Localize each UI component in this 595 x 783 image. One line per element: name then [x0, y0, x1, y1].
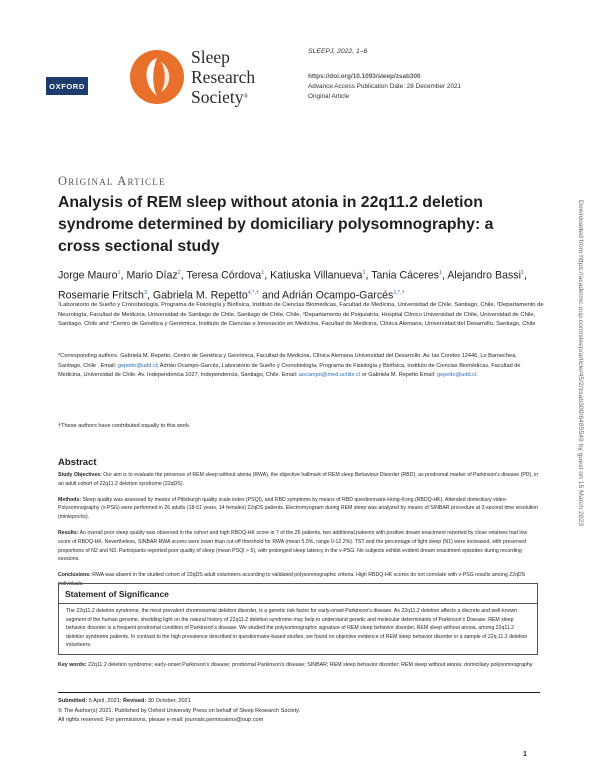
- advance-access-date: Advance Access Publication Date: 28 December 2021: [308, 83, 462, 90]
- author-name: Tania Cáceres: [371, 269, 439, 282]
- footer-divider: [58, 692, 540, 693]
- email-link[interactable]: aocampo@med.uchile.cl: [298, 372, 361, 378]
- article-title: Analysis of REM sleep without atonia in 22q11.2 deletion syndrome determined by domiciliary polysomnography: a cross sectional study: [58, 194, 494, 255]
- section-label: Original Article: [58, 174, 166, 188]
- statement-of-significance-box: [58, 583, 538, 655]
- oxford-logo: OXFORD: [46, 77, 88, 95]
- author-affiliation-marker[interactable]: 3: [143, 289, 148, 296]
- methods-text: Sleep quality was assessed by means of Pittsburgh quality scale index (PSQI), and RBD symptoms by means of RBD questionnaire-Hong-Kong (RBDQ-HK). Attended domiciliary video-Polysomnography (v-PSG) were performed in 26 adults (18-51 years, 14 females) 22qDS patients. Electromyogram during REM sleep was analyzed by means of SINBAR procedure at 3-second time resolution (miniepochs).: [58, 496, 539, 521]
- affiliations: ¹Laboratorio de Sueño y Cronobiología, Programa de Fisiología y Biofísica, Instituto de Ciencias Biomédicas, Facultad de Medicina, Universidad de Chile, Santiago, Chile, ²Departamento de Neurología, Facultad de Medicina, Universidad de Santiago de Chile, Santiago de Chile, Chile, ³Departamento de Psiquiatría, Hospital Clínico Universidad de Chile, Universidad de Chile, Santiago, Chile and ⁴Centro de Genética y Genómica, Instituto de Ciencias e Innovación en Medicina, Facultad de Medicina, Clínica Alemana, Universidad del Desarrollo, Santiago, Chile: [58, 302, 544, 327]
- objectives-text: Our aim is to evaluate the presence of REM sleep without atonia (RWA), the objective hallmark of REM sleep Behaviour Disorder (RBD), as prodromal marker of Parkinson's disease (PD), in an adult cohort of 22q11.2 deletion syndrome (22qDS).: [58, 472, 539, 487]
- results-text: An overall poor sleep quality was observed in the cohort and high RBDQ-HK score in 7 of the 26 patients, two additional patients with positive dream enactment reported by close relatives had low score of RBDQ-HK. Nevertheless, SINBAR RWA scores were lower than cut-off threshold for RWA (mean 5.5%, range 0-12.2%). TST and the percentage of light sleep (N1) were increased, with preserved proportions of N2 and N3. Participants reported poor quality of sleep (mean PSQI > 5), with prolonged sleep latency in the v-PSG. No subjects exhibit evident dream enactment episodes during recording sessions.: [58, 529, 528, 563]
- abstract-results: [58, 529, 540, 564]
- revised-label: Revised:: [122, 698, 147, 704]
- keywords-text: 22q11.2 deletion syndrome; early-onset Parkinson's disease; prodromal Parkinson's disease; SINBAR; REM sleep behavior disorder; REM sleep without atonia; domiciliary polysomnography: [86, 662, 533, 668]
- correspondence-text-4: .: [476, 372, 478, 378]
- author-affiliation-marker[interactable]: 1: [117, 270, 121, 276]
- significance-text: The 22q11.2 deletion syndrome, the most prevalent chromosomal deletion disorder, is a genetic risk factor for early-onset Parkinson's disease. As 22q11.2 deletion affects a discrete and well-known segment of the human genome, shedding light on the natural history of 22q11.2 deletion syndrome may help to understand genetic and molecular determinants of Parkinson's Disease. REM sleep behavior disorder is a frequent prodromal condition of Parkinson's disease. We studied the polysomnographic signature of REM sleep behavior disorder, REM sleep without atonia, among 22q11.2 deletion syndrome patients. In contrast to the high prevalence described in questionnaire-based studies, we found no objective evidence of REM sleep behavior disorder in a sample of 22q.11.2 deletion volunteers.: [66, 608, 528, 649]
- abstract-section: [58, 457, 540, 596]
- equal-contribution-note: †These authors have contributed equally to this work.: [58, 423, 191, 429]
- author-separator: ,: [264, 269, 271, 282]
- society-name: [191, 47, 255, 107]
- doi-link[interactable]: https://doi.org/10.1093/sleep/zsab300: [308, 73, 421, 80]
- submission-dates: [58, 697, 540, 707]
- submitted-label: Submitted:: [58, 698, 88, 704]
- sleep-research-society-logo: [128, 48, 188, 106]
- abstract-heading: Abstract: [58, 457, 97, 468]
- correspondence: [58, 352, 528, 381]
- conclusions-label: Conclusions:: [58, 572, 91, 579]
- author-affiliation-marker[interactable]: 1: [438, 270, 442, 276]
- society-name-line2: Research: [191, 67, 256, 87]
- author-affiliation-marker[interactable]: 1: [520, 270, 524, 276]
- methods-label: Methods:: [58, 496, 82, 503]
- page-number: 1: [523, 751, 527, 758]
- trademark-symbol: ®: [243, 94, 249, 100]
- keywords: [58, 661, 540, 670]
- email-link[interactable]: gepetto@udd.cl: [117, 362, 157, 369]
- author-name: Teresa Córdova: [186, 269, 262, 282]
- correspondence-text-3: or Gabriela M. Repetto Email:: [360, 372, 437, 378]
- objectives-label: Study Objectives:: [58, 472, 102, 478]
- author-affiliation-marker[interactable]: 1: [261, 270, 265, 276]
- correspondence-text-1: *Corresponding authors. Gabriela M. Repetto, Centro de Genética y Genómica, Facultad de Medicina, Clínica Alemana Universidad del Desarrollo. Av. las Condes 12446, Lo Barnechea, Santiago, Chile . Email:: [58, 353, 517, 369]
- abstract-methods: [58, 496, 540, 522]
- conclusions-text: RWA was absent in the studied cohort of 22qDS adult volunteers according to validated polysomnographic criteria. High RBDQ-HK scores do not correlate with v-PSG results among 22qDS individuals.: [58, 572, 526, 587]
- author-name: Katiuska Villanueva: [270, 269, 363, 282]
- author-name: Adrián Ocampo-Garcés: [282, 289, 394, 302]
- author-affiliation-marker[interactable]: 1,*,†: [393, 289, 405, 296]
- author-separator: ,: [442, 269, 448, 282]
- journal-meta: [308, 47, 461, 102]
- author-name: Rosemarie Fritsch: [58, 289, 144, 302]
- article-type: Original Article: [308, 93, 350, 100]
- email-link[interactable]: gepetto@udd.cl: [436, 372, 477, 378]
- author-separator: ,: [147, 289, 153, 302]
- author-name: Jorge Mauro: [58, 269, 118, 282]
- society-name-line3: [191, 87, 255, 107]
- submitted-date: 5 April, 2021;: [87, 698, 123, 704]
- rights-notice: All rights reserved. For permissions, please e-mail: journals.permissions@oup.com: [58, 717, 264, 723]
- author-name: Gabriela M. Repetto: [152, 289, 248, 302]
- author-separator: ,: [120, 269, 127, 282]
- results-label: Results:: [58, 529, 79, 536]
- society-name-line1: Sleep: [191, 47, 230, 67]
- copyright: © The Author(s) 2021. Published by Oxford University Press on behalf of Sleep Research Society.: [58, 707, 301, 714]
- keywords-label: Key words:: [58, 662, 87, 668]
- footer: [58, 697, 540, 726]
- author-name: Mario Díaz: [126, 269, 178, 282]
- author-affiliation-marker[interactable]: 2: [177, 270, 181, 276]
- journal-citation: SLEEPJ, 2022, 1–6: [308, 48, 368, 55]
- author-affiliation-marker[interactable]: 4,*,†: [247, 289, 260, 296]
- author-separator: ,: [180, 269, 187, 282]
- author-separator: ,: [365, 269, 372, 282]
- author-name: Alejandro Bassi: [447, 269, 521, 282]
- abstract-objectives: [58, 471, 540, 489]
- revised-date: 30 October, 2021: [146, 698, 191, 704]
- correspondence-text-2: ; Adrián Ocampo-Garcés, Laboratorio de Sueño y Cronobiología, Programa de Fisiología y Biofísica, Instituto de Ciencias Biomédicas, Facultad de Medicina, Universidad de Chile. Av. Independencia 1027, Independencia, Santiago, Chile. Email:: [58, 362, 521, 378]
- significance-divider: [59, 603, 537, 604]
- download-watermark-text: Downloaded from https://academic.oup.com/sleep/article/45/2/zsab300/6485549 by guest on 15 March 2023: [577, 200, 584, 527]
- author-list: [58, 265, 548, 304]
- significance-heading: Statement of Significance: [65, 589, 169, 599]
- author-affiliation-marker[interactable]: 1: [362, 270, 366, 276]
- author-joiner: and: [259, 289, 283, 302]
- society-name-line3-text: Society: [191, 87, 244, 107]
- download-watermark: [572, 200, 584, 590]
- author-separator: ,: [523, 269, 527, 282]
